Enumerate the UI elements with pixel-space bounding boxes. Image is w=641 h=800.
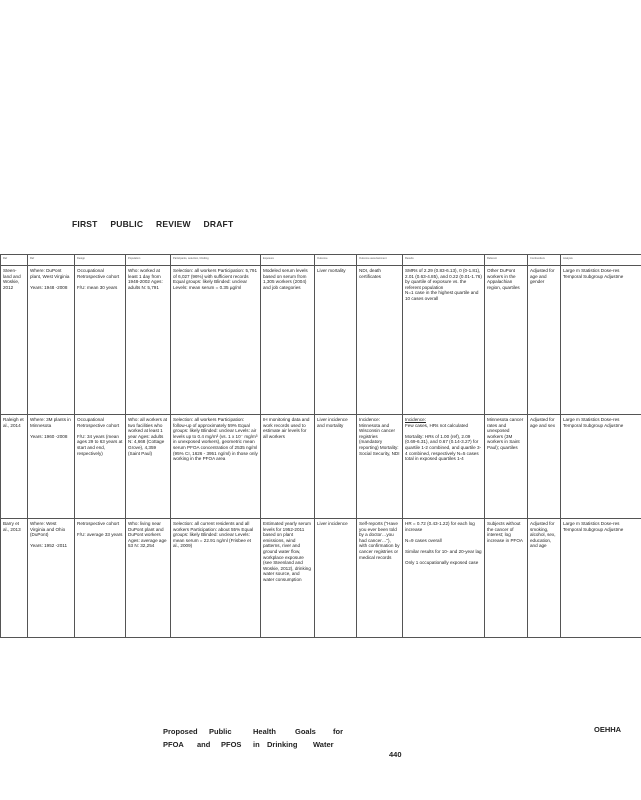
design-type: Retrospective cohort: [77, 521, 120, 526]
cell-selection: Selection: all workers Participation: 5,791 of 6,027 (96%) with sufficient records Equal groups: likely Blinded: unclear Levels: mean serum = 0.35 µg/ml: [171, 266, 261, 415]
cell-selection: Selection: all current residents and all workers Participation: about 55% Equal groups: likely Blinded: unclear Levels: mean serum = 22.91 ng/ml (Frisbee et al., 2009): [171, 519, 261, 638]
cell-outcome: Liver incidence: [315, 519, 357, 638]
results-line: Similar results for 10- and 20-year lag: [405, 548, 482, 554]
results-line: Only 1 occupationally exposed case: [405, 560, 479, 566]
footer-word: Drinking: [267, 740, 298, 749]
footer-word: and: [197, 740, 211, 749]
results-line: N=9 cases overall: [405, 537, 442, 543]
cell-ascertainment: Self-reports ("Have you ever been told by a doctor…you had cancer…"), with confirmation by cancer registries or medical records: [357, 519, 403, 638]
cell-location: [28, 519, 75, 638]
draft-header: FIRST PUBLIC REVIEW DRAFT: [72, 219, 234, 229]
column-header: Population: [126, 255, 171, 266]
footer-line-1: [163, 725, 343, 738]
footer-word: in: [253, 740, 260, 749]
column-header: Ref: [1, 255, 28, 266]
column-header: Design: [75, 255, 126, 266]
footer-word: Public: [209, 727, 232, 736]
results-line: N=1 case in the highest quartile and 10 cases overall: [405, 290, 479, 301]
location-years: Years: 1948 -2008: [30, 284, 68, 290]
cell-ascertainment: NDI, death certificates: [357, 266, 403, 415]
cell-referent: Minnesota cancer rates and unexposed workers (3M workers in Saint Paul); quartiles: [485, 415, 528, 519]
cell-population: Who: worked at least 1 day from 1948-2002 Ages: adults N: 5,791: [126, 266, 171, 415]
results-line: Few cases, HRs not calculated: [405, 422, 469, 428]
table-header-row: [1, 255, 641, 266]
results-heading: Incidence:: [405, 417, 426, 422]
footer-title: [163, 725, 343, 751]
cell-population: Who: living near DuPont plant and DuPont workers Ages: average age 53 N: 32,254: [126, 519, 171, 638]
design-followup: F/U: mean 30 years: [77, 284, 118, 290]
cell-location: [28, 266, 75, 415]
cell-location: [28, 415, 75, 519]
design-type: Occupational Retrospective cohort: [77, 268, 120, 279]
column-header: Results: [403, 255, 485, 266]
study-table: [0, 254, 641, 638]
footer-word: Water: [313, 740, 334, 749]
results-line: Mortality: HRs of 1.00 (ref), 2.09 (0.69-6.31), and 0.67 (0.14-3.27) for quartile 1-2 combined, and quartile 3-4 combined, respectively N=5 cases total in exposed quartiles 1-4: [405, 433, 482, 462]
column-header: Confounders: [528, 255, 561, 266]
cell-analysis: Large m Statistics Dose-res Temporal Subgroup Adjustme: [561, 415, 641, 519]
column-header: Exposure: [261, 255, 315, 266]
cell-exposure: Modeled serum levels based on serum from 1,305 workers (2004) and job categories: [261, 266, 315, 415]
cell-ascertainment: Incidence: Minnesota and Wisconsin cancer registries (mandatory reporting) Mortality: Social Security, NDI: [357, 415, 403, 519]
table-row: [1, 519, 641, 638]
cell-design: [75, 266, 126, 415]
table-row: [1, 415, 641, 519]
cell-ref: Barry et al., 2013: [1, 519, 28, 638]
cell-referent: Other DuPont workers in the Appalachian region, quartiles: [485, 266, 528, 415]
page-number: 440: [389, 750, 402, 759]
cell-analysis: Large m Statistics Dose-res Temporal Subgroup Adjustme: [561, 519, 641, 638]
cell-confounders: Adjusted for age and sex: [528, 415, 561, 519]
cell-results: [403, 415, 485, 519]
cell-confounders: Adjusted for smoking, alcohol, sex, education, and age: [528, 519, 561, 638]
cell-exposure: Estimated yearly serum levels for 1952-2011 based on plant emissions, wind patterns, river and ground water flow, workplace exposure (see Steenland and Woskie, 2012), drinking water source, and water consumption: [261, 519, 315, 638]
cell-ref: Raleigh et al., 2014: [1, 415, 28, 519]
design-followup: F/U: average 33 years: [77, 532, 123, 538]
cell-confounders: Adjusted for age and gender: [528, 266, 561, 415]
cell-design: [75, 519, 126, 638]
column-header: Participants, selection, blinding: [171, 255, 261, 266]
footer-line-2: [163, 738, 343, 751]
results-line: HR = 0.72 (0.43-1.22) for each log increase: [405, 521, 475, 532]
location-years: Years: 1960 -2008: [30, 433, 68, 439]
cell-exposure: IH monitoring data and work records used to estimate air levels for all workers: [261, 415, 315, 519]
location-where: Where: West Virginia and Ohio (DuPont): [30, 521, 66, 538]
cell-outcome: Liver incidence and mortality: [315, 415, 357, 519]
column-header: Referent: [485, 255, 528, 266]
cell-design: [75, 415, 126, 519]
footer-word: Goals: [295, 727, 316, 736]
cell-referent: Subjects without the cancer of interest; log increase in PFOA: [485, 519, 528, 638]
cell-population: Who: all workers at two facilities who worked at least 1 year Ages: adults N: 4,668 (Cottage Grove), 4,359 (Saint Paul): [126, 415, 171, 519]
table-row: [1, 266, 641, 415]
cell-ref: Steen-land and Woskie, 2012: [1, 266, 28, 415]
cell-outcome: Liver mortality: [315, 266, 357, 415]
results-line: SMRs of 2.29 (0.83-6.13), 0 (0-1.81), 2.01 (0.63-4.85), and 0.22 (0.01-1.76) by quartile of exposure vs. the referent population: [405, 268, 482, 290]
column-header: Outcome ascertainment: [357, 255, 403, 266]
cell-results: [403, 266, 485, 415]
footer-word: Proposed: [163, 727, 198, 736]
design-followup: F/U: 34 years (mean ages 29 to 63 years at start and end, respectively): [77, 433, 123, 456]
cell-selection: Selection: all workers Participation: follow-up of approximately 59% Equal groups: likely Blinded: unclear Levels: air levels up to 0.4 mg/m³ (vs. 1 x 10⁻ mg/m³ in unexposed workers), geometric mean serum PFOA concentration of 2535 ng/ml (95% CI, 1626 - 3951 ng/ml) in those only working in the PFOA area: [171, 415, 261, 519]
footer-word: for: [333, 727, 343, 736]
cell-results: [403, 519, 485, 638]
column-header: Outcome: [315, 255, 357, 266]
footer-word: PFOS: [221, 740, 242, 749]
design-type: Occupational Retrospective cohort: [77, 417, 120, 428]
footer-word: Health: [253, 727, 276, 736]
column-header: Ref: [28, 255, 75, 266]
location-where: Where: 3M plants in Minnesota: [30, 417, 71, 428]
location-where: Where: DuPont plant, West Virginia: [30, 268, 70, 279]
footer-word: PFOA: [163, 740, 184, 749]
cell-analysis: Large m Statistics Dose-res Temporal Subgroup Adjustme: [561, 266, 641, 415]
org-name: OEHHA: [594, 725, 622, 734]
location-years: Years: 1952 -2011: [30, 543, 68, 549]
column-header: Analysis: [561, 255, 641, 266]
